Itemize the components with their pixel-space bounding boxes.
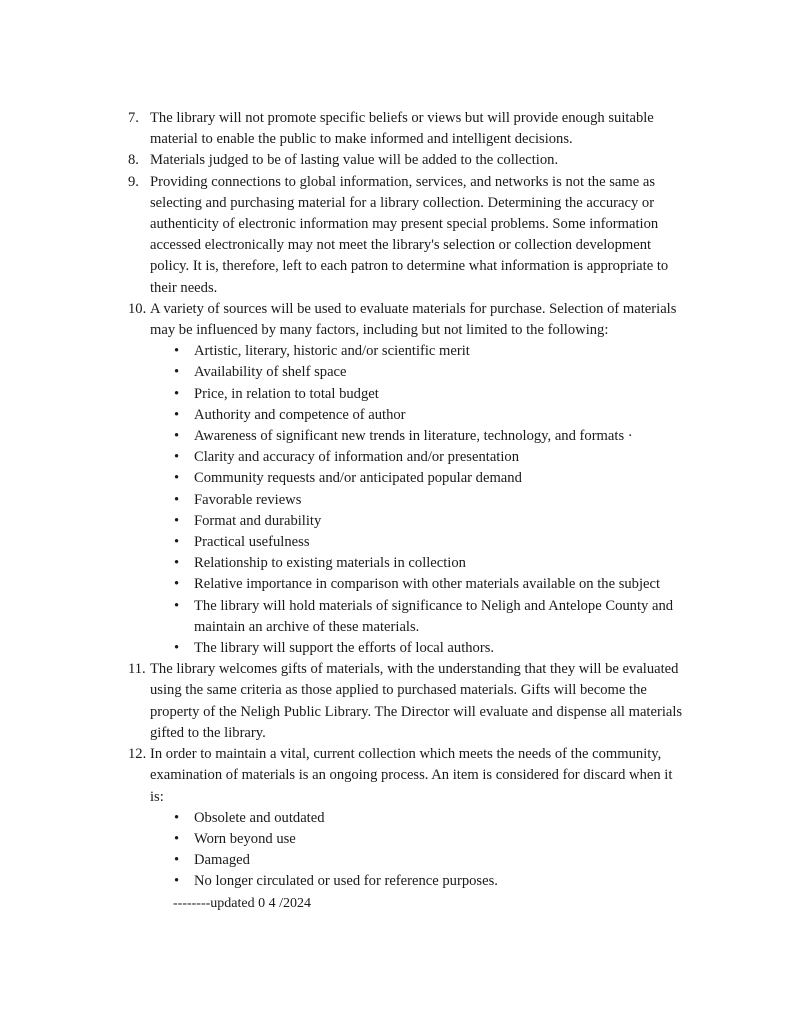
bullet-icon: • — [174, 830, 180, 847]
bullet-icon: • — [174, 449, 180, 466]
item-text: In order to maintain a vital, current collection which meets the needs of the community, examination of materials is an ongoing process. An item is considered for discard when it is: — [150, 746, 673, 805]
policy-item-7 — [128, 108, 688, 150]
list-item: • Artistic, literary, historic and/or scientific merit — [128, 341, 688, 362]
item-number: 11. — [128, 661, 146, 678]
bullet-icon: • — [174, 343, 180, 360]
bullet-icon: • — [174, 385, 180, 402]
list-item: • The library will support the efforts of local authors. — [128, 638, 688, 659]
item-number: 8. — [128, 152, 139, 169]
list-item: • Community requests and/or anticipated popular demand — [128, 468, 688, 489]
policy-item-12 — [128, 744, 688, 808]
bullet-icon: • — [174, 597, 180, 614]
list-item: • Awareness of significant new trends in literature, technology, and formats · — [128, 426, 688, 447]
policy-item-10 — [128, 299, 688, 341]
bullet-icon: • — [174, 364, 180, 381]
item-text: Providing connections to global information, services, and networks is not the same as selecting and purchasing material for a library collection. Determining the accuracy or authenticity of electronic information may present special problems. Some information accessed electronically may not meet the library's selection or collection development policy. It is, therefore, left to each patron to determine what information is appropriate to their needs. — [150, 173, 669, 296]
policy-item-11 — [128, 659, 688, 744]
discard-criteria-list — [128, 808, 688, 893]
item-text: A variety of sources will be used to evaluate materials for purchase. Selection of materials may be influenced by many factors, including but not limited to the following: — [150, 300, 677, 339]
list-item: • Price, in relation to total budget — [128, 384, 688, 405]
list-item: • No longer circulated or used for reference purposes. — [128, 871, 688, 892]
item-text: The library will not promote specific beliefs or views but will provide enough suitable material to enable the public to make informed and intelligent decisions. — [150, 110, 654, 148]
item-number: 10. — [128, 300, 147, 317]
bullet-icon: • — [174, 470, 180, 487]
bullet-icon: • — [174, 809, 180, 826]
list-item: • Authority and competence of author — [128, 405, 688, 426]
list-item: • Damaged — [128, 850, 688, 871]
list-item: • Relative importance in comparison with other materials available on the subject — [128, 574, 688, 595]
policy-item-9 — [128, 172, 688, 299]
policy-item-8 — [128, 150, 688, 171]
bullet-icon: • — [174, 512, 180, 529]
list-item: • Obsolete and outdated — [128, 808, 688, 829]
list-item: • The library will hold materials of significance to Neligh and Antelope County and maintain an archive of these materials. — [174, 597, 674, 635]
list-item: • Relationship to existing materials in collection — [128, 553, 688, 574]
selection-criteria-list — [128, 341, 688, 659]
bullet-icon: • — [174, 640, 180, 657]
bullet-icon: • — [174, 491, 180, 508]
bullet-icon: • — [174, 576, 180, 593]
bullet-icon: • — [174, 428, 180, 445]
updated-footer: --------updated 0 4 /2024 — [173, 896, 312, 911]
bullet-icon: • — [174, 852, 180, 869]
list-item: • Practical usefulness — [128, 532, 688, 553]
bullet-icon: • — [174, 406, 180, 423]
bullet-icon: • — [174, 873, 180, 890]
bullet-icon: • — [174, 555, 180, 572]
list-item: • Availability of shelf space — [128, 362, 688, 383]
policy-document — [128, 108, 688, 893]
list-item: • Clarity and accuracy of information and/or presentation — [128, 447, 688, 468]
list-item: • Format and durability — [128, 511, 688, 532]
item-text: Materials judged to be of lasting value will be added to the collection. — [150, 152, 559, 169]
bullet-icon: • — [174, 534, 180, 551]
item-number: 12. — [128, 746, 147, 763]
item-text: The library welcomes gifts of materials, with the understanding that they will be evaluated using the same criteria as those applied to purchased materials. Gifts will become the property of the Neligh Public Library. The Director will evaluate and dispense all materials gifted to the library. — [150, 661, 683, 741]
item-number: 7. — [128, 110, 139, 126]
list-item: • Favorable reviews — [128, 490, 688, 511]
list-item: • Worn beyond use — [128, 829, 688, 850]
item-number: 9. — [128, 173, 139, 190]
